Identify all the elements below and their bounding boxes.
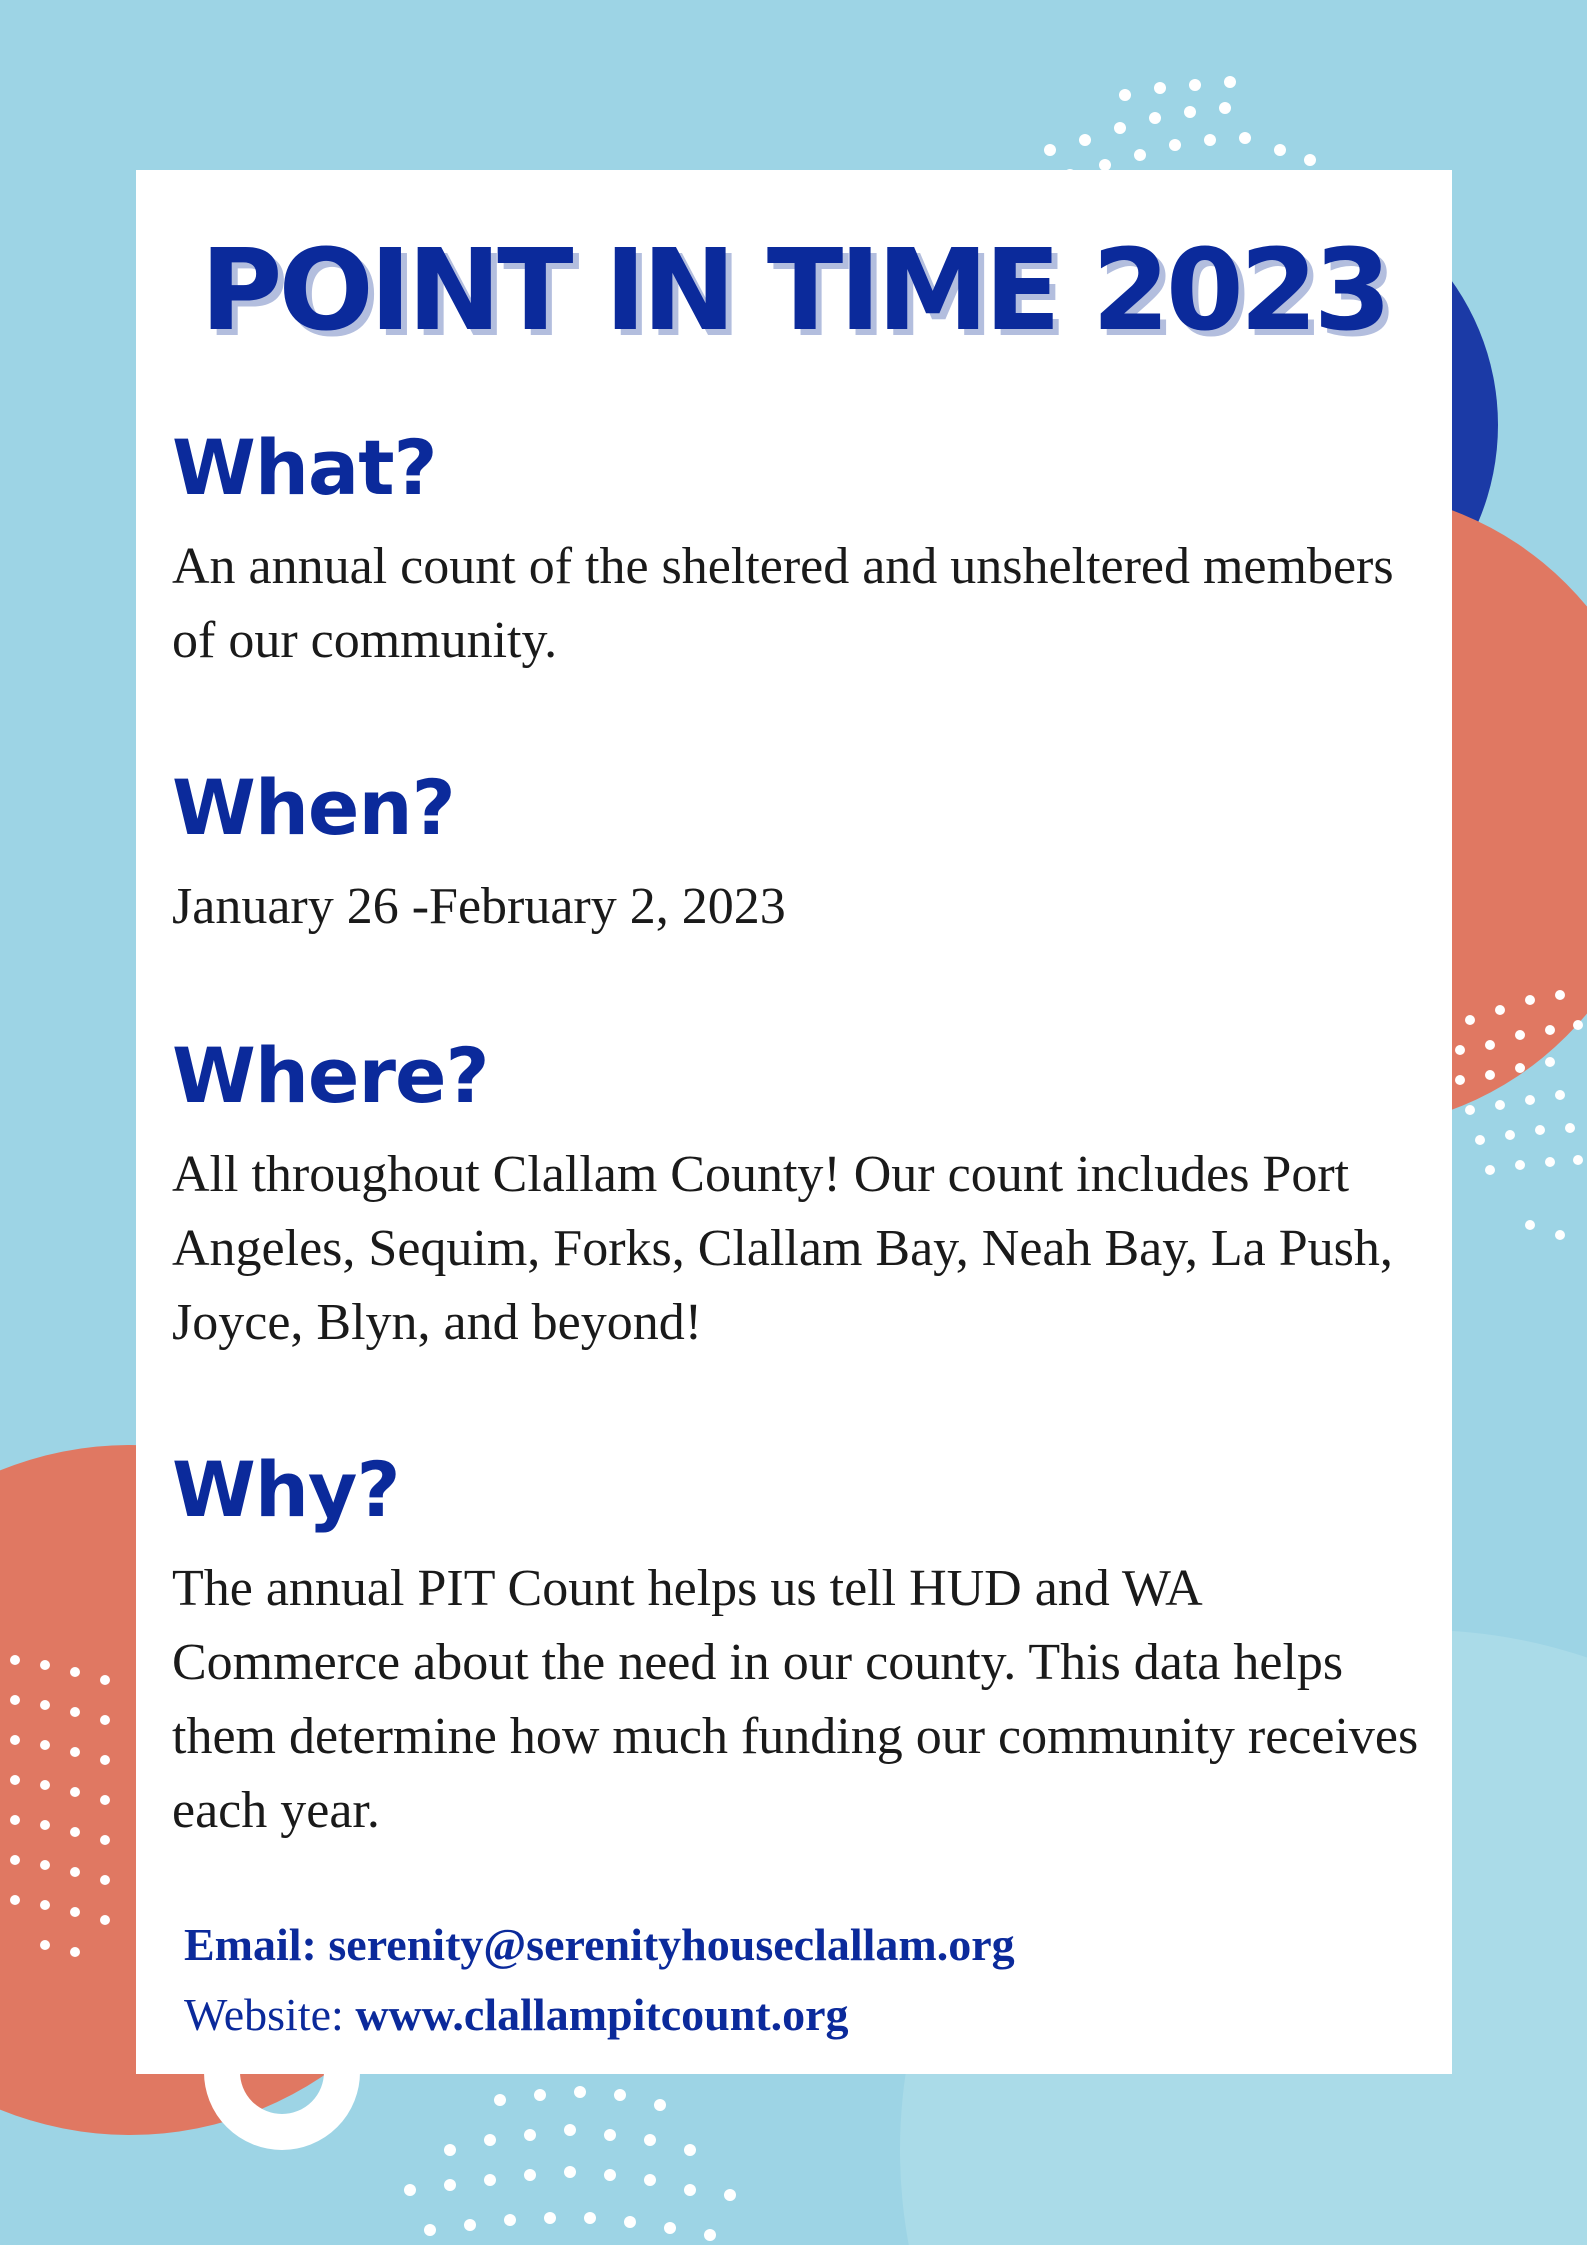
dots-top-right [1044,76,1316,181]
info-card [136,170,1452,2074]
section-heading: Why? [172,1445,400,1534]
website-label: Website: [184,1989,344,2040]
section-body: An annual count of the sheltered and unsheltered members of our community. [172,538,1394,669]
page-title: POINT IN TIME 2023 [200,226,1388,356]
section-body: The annual PIT Count helps us tell HUD and WA Commerce about the need in our county. This data helps them determine how much funding our community receives each year. [172,1560,1419,1839]
website-line [184,1980,1015,2050]
email-label: Email: [184,1919,317,1970]
section-heading: When? [172,763,455,852]
section-body: January 26 -February 2, 2023 [172,878,786,935]
section-heading: What? [172,423,437,512]
section-what [172,423,1422,678]
website-link[interactable]: www.clallampitcount.org [355,1989,849,2040]
email-line [184,1910,1015,1980]
section-when [172,763,1422,944]
section-body: All throughout Clallam County! Our count includes Port Angeles, Sequim, Forks, Clallam Bay, Neah Bay, La Push, Joyce, Blyn, and beyond! [172,1146,1393,1351]
contact-block [184,1910,1015,2050]
section-why [172,1445,1422,1848]
section-heading: Where? [172,1031,489,1120]
email-link[interactable]: serenity@serenityhouseclallam.org [328,1919,1015,1970]
section-where [172,1031,1422,1360]
dots-bottom [404,2086,736,2241]
